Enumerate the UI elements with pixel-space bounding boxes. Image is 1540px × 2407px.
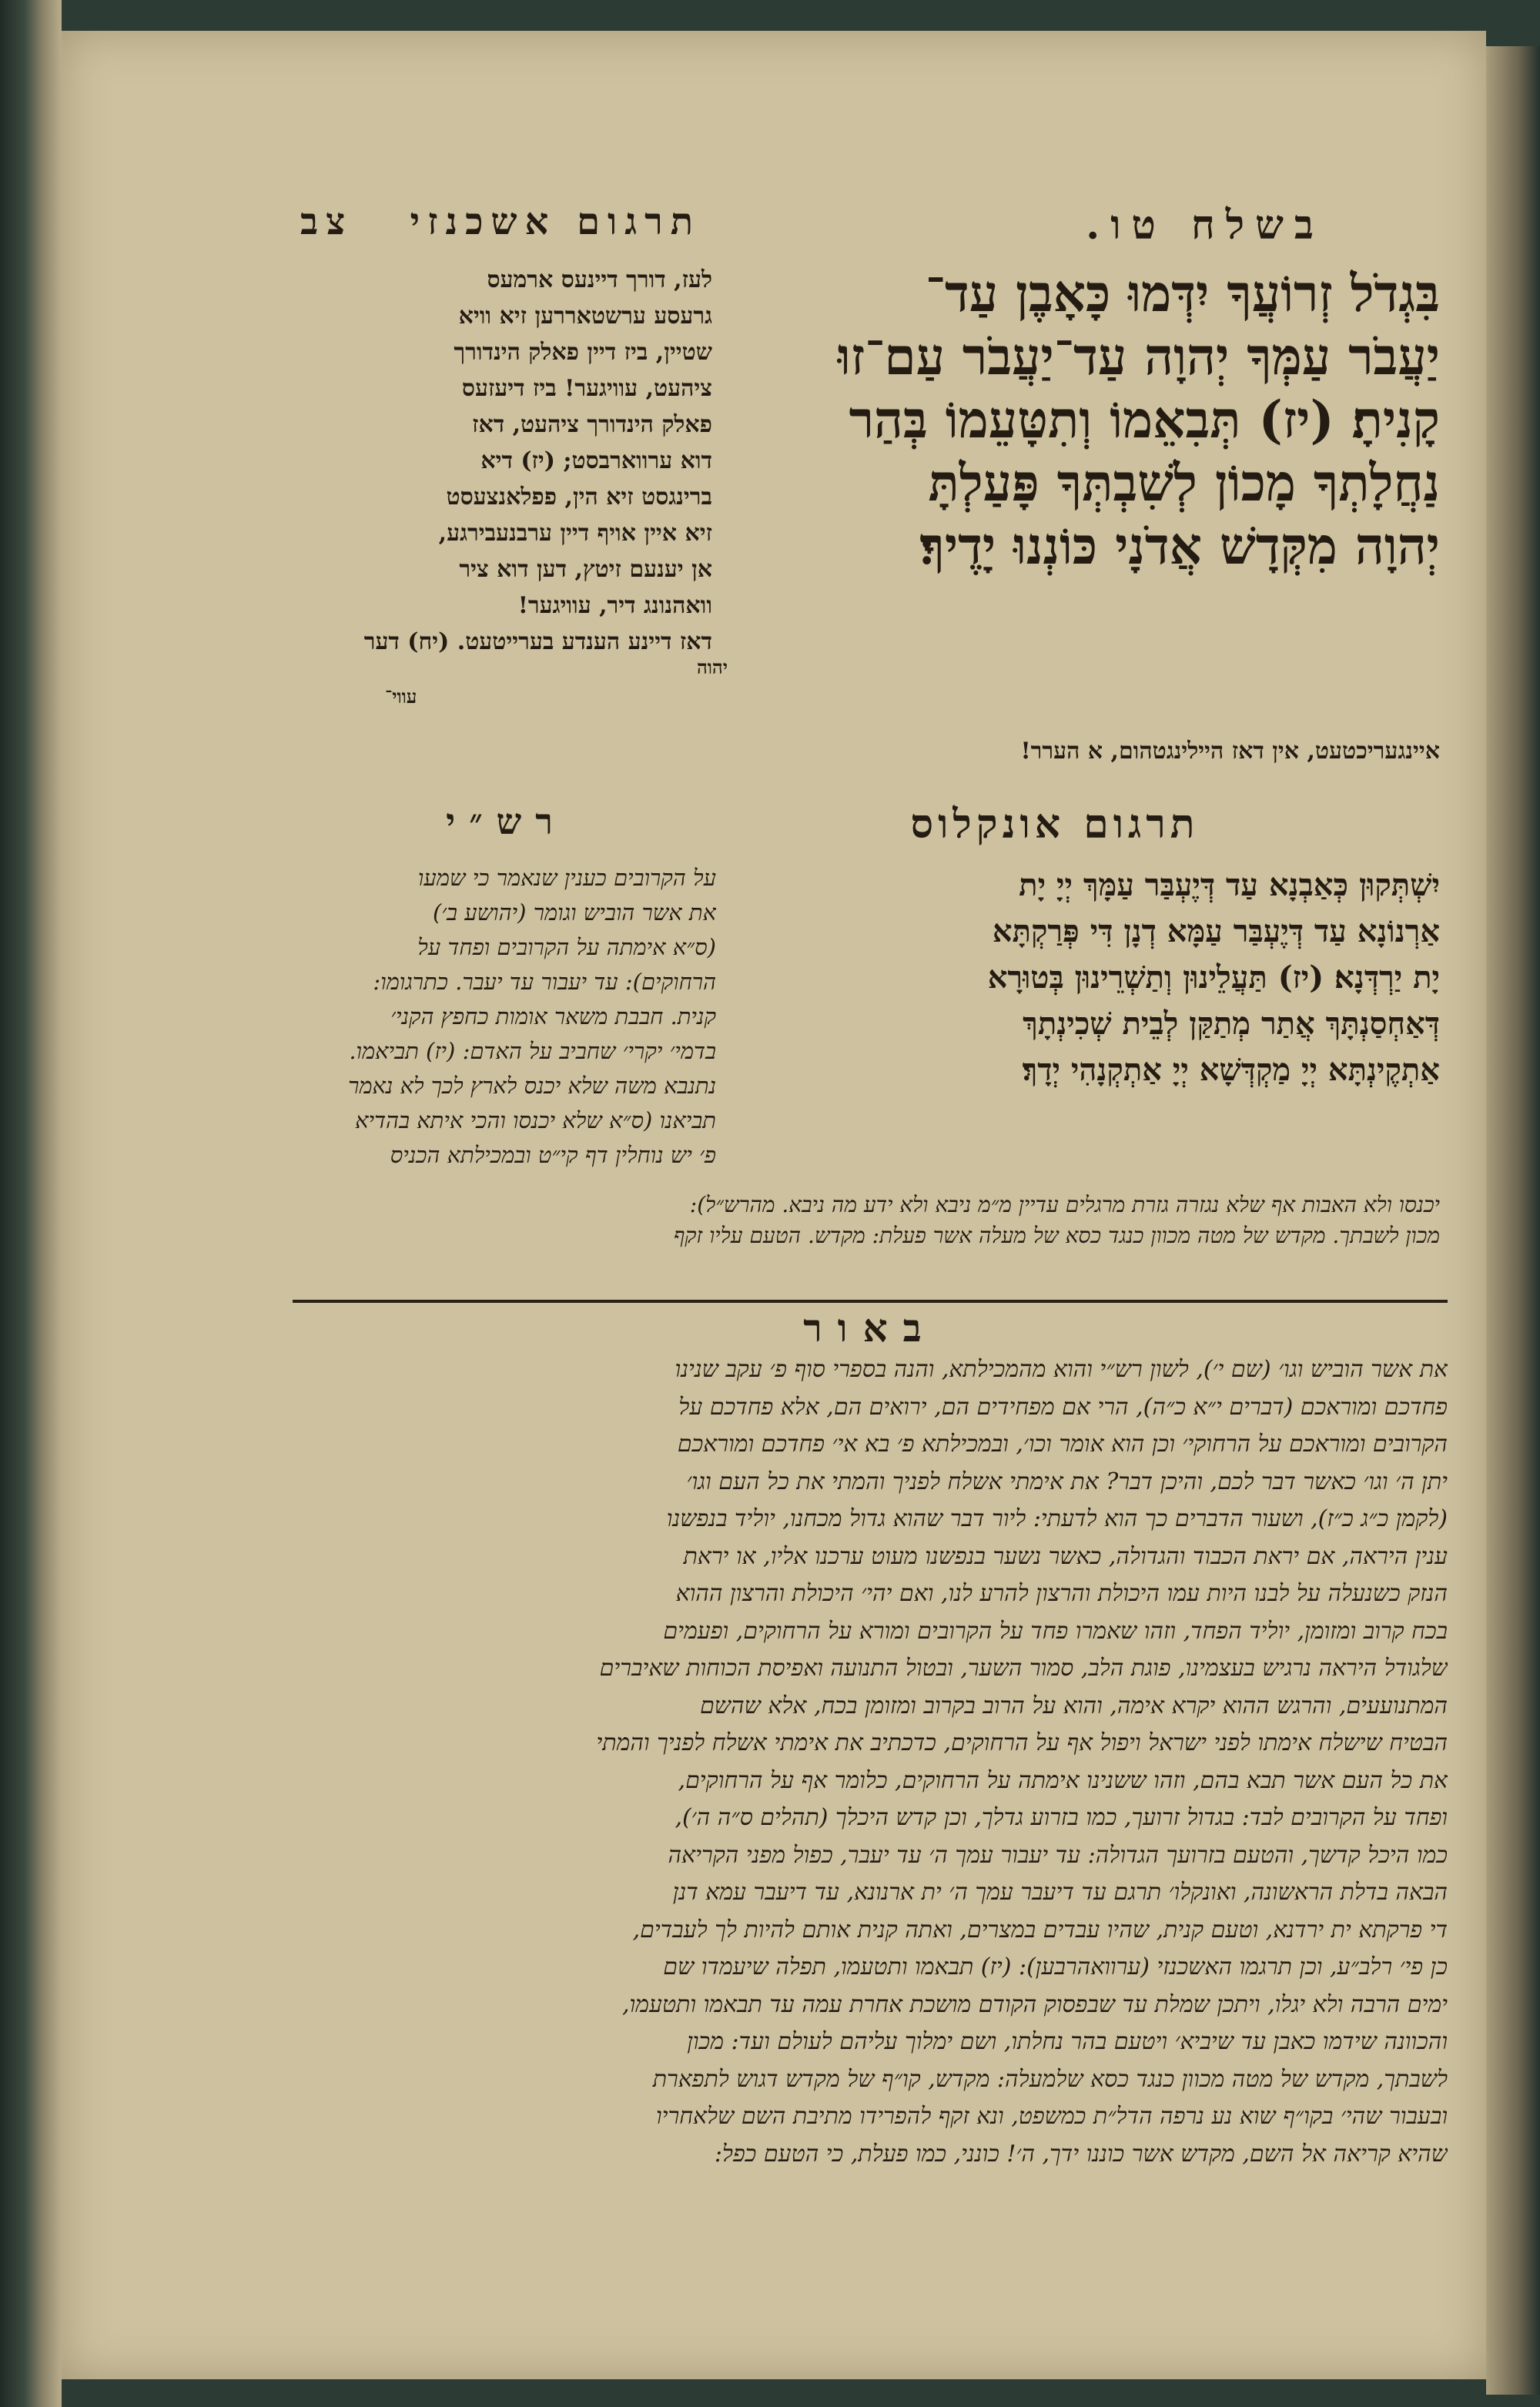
book-page-edge-left [0,0,62,2407]
biur-line: לשבתך, מקדש של מטה מכוון כנגד כסא שלמעלה: מקדש, קו״ף של מקדש דגוש לתפארת [652,2065,1448,2093]
yiddish-continuation: איינגעריכטעט, אין דאז היילינגטהום, א הערר! [1020,738,1440,765]
biur-line: שלגודל היראה נרגיש בעצמינו, פוגת הלב, סמור השער, ובטול התנועה ואפיסת הכוחות שאיברים [599,1655,1448,1682]
yiddish-line: זיא איין אויף דיין ערבנעבירגע, [438,520,712,547]
rashi-footer-line: מכון לשבתך. מקדש של מטה מכוון כנגד כסא של מעלה אשר פעלת: מקדש. הטעם עליו זקף [673,1223,1440,1248]
main-torah-text [647,262,1440,577]
divine-name-note: יהוה [696,656,728,678]
rashi-line: קנית. חבבת משאר אומות כחפץ הקני׳ [390,1003,716,1029]
biur-line: פחדכם ומוראכם (דברים י״א כ״ה), הרי אם מפחידים הם, ירואים הם, אלא פחדכם על [678,1393,1448,1421]
onkelos-line: יִשְׁתְּקוּן כְּאַבְנָא עַד דְּיֶעְבַּר עַמָּךְ יְיָ יָת [1019,867,1440,903]
torah-line: בִּגְדֹל זְרוֹעֲךָ יִדְּמוּ כָּאָבֶן עַד־ [925,263,1440,323]
torah-line: קָנִיתָ׃ (יז) תְּבִאֵמוֹ וְתִטָּעֵמוֹ בְּהַר [849,390,1440,450]
yiddish-line: פאלק הינדורך ציהעט, דאז [472,411,712,438]
yiddish-line: גרעסע ערשטאררען זיא וויא [458,303,712,330]
yiddish-line: דאז דיינע הענדע בערייטעט. (יח) דער [363,628,712,655]
rashi-line: הרחוקים): עד יעבור עד יעבר. כתרגומו: [373,969,716,995]
yiddish-line: לעז, דורך דיינעס ארמעס [487,266,712,293]
rashi-footer-line: יכנסו ולא האבות אף שלא נגזרה גזרת מרגלים עדיין מ״מ ניבא ולא ידע מה ניבא. מהרש״ל): [689,1192,1440,1217]
biur-line: כן פי׳ רלב״ע, וכן תרגמו האשכנזי (ערוואהרבען): (יז) תבאמו ותטעמו, תפלה שיעמדו שם [663,1953,1448,1980]
biur-line: הנזק כשנעלה על לבנו היות עמו היכולת והרצון להרע לנו, ואם יהי׳ היכולת והרצון ההוא [675,1580,1448,1607]
rashi-text [300,861,716,1173]
biur-line: את אשר הוביש וגו׳ (שם י׳), לשון רש״י והוא מהמכילתא, והנה בספרי סוף פ׳ עקב שנינו [675,1356,1448,1383]
targum-ashkenazi-title [300,200,701,243]
yiddish-line: ציהעט, עוויגער! ביז דיעזעס [461,375,712,402]
biur-line: בכח קרוב ומזומן, יוליד הפחד, וזהו שאמרו פחד על הקרובים ומורא על הרחוקים, ופעמים [663,1617,1448,1645]
biur-title: באור [803,1305,937,1351]
targum-ashkenazi-column [300,262,712,660]
biur-text [293,1351,1448,2173]
torah-line: נַחֲלָתְךָ מָכוֹן לְשִׁבְתְּךָ פָּעַלְתָּ [928,453,1440,513]
page-number: צב [300,200,353,243]
biur-line: (לקמן כ״ג כ״ז), ושעור הדברים כך הוא לדעתי: ליור דבר שהוא גדול מכחנו, יוליד בנפשנו [666,1505,1448,1532]
onkelos-title: תרגום אונקלוס [910,801,1200,848]
onkelos-line: יָת יַרְדְּנָא׃ (יז) תַּעֲלֵינוּן וְתַשְׁרֵינוּן בְּטוּרָא [987,959,1440,996]
parsha-header: בשלח טו. [1086,202,1324,249]
rashi-line: (ס״א אימתה על הקרובים ופחד על [417,934,716,960]
yiddish-line: ברינגסט זיא הין, פפלאנצעסט [446,484,712,511]
onkelos-line: אַרְנוֹנָא עַד דְּיֶעְבַּר עַמָּא דְנָן דִּי פְּרַקְתָּא [992,913,1440,949]
rashi-line: על הקרובים כענין שנאמר כי שמעו [417,865,716,891]
rashi-title: רש״י [446,801,567,842]
rashi-line: פ׳ יש נוחלין דף קי״ט ובמכילתא הכניס [390,1142,716,1168]
biur-line: הבאה בדלת הראשונה, ואונקלו׳ תרגם עד דיעבר עמך ה׳ ית ארנונא, עד דיעבר עמא דנן [672,1879,1448,1906]
onkelos-line: אַתְקֶינְתָּא יְיָ מַקְדְּשָׁא יְיָ אַתְקְנָהִי יְדָךְ׃ [1022,1052,1440,1088]
biur-line: די פרקתא ית ירדנא, וטעם קנית, שהיו עבדים במצרים, ואתה קנית אותם להיות לך לעבדים, [632,1916,1448,1943]
biur-line: שהיא קריאה אל השם, מקדש אשר כוננו ידך, ה׳! כונני, כמו פעלת, כי הטעם כפל: [714,2140,1448,2168]
biur-line: ובעבור שהי׳ בקו״ף שוא נע נרפה הדל״ת כמשפט, ונא זקף להפרידו מתיבת השם שלאחריו [655,2103,1448,2130]
rashi-line: את אשר הוביש וגומר (יהושע ב׳) [433,899,716,926]
onkelos-line: דְּאַחְסַנְתָּךְ אֲתַר מְתַקַּן לְבֵית שְׁכִינְתָךְ [1023,1006,1440,1042]
rashi-line: תביאנו (ס״א שלא יכנסו והכי איתא בהדיא [355,1107,716,1133]
biur-line: יתן ה׳ וגו׳ כאשר דבר לכם, והיכן דבר? את אימתי אשלח לפניך והמתי את כל העם וגו׳ [686,1468,1448,1495]
rashi-footer [300,1190,1440,1251]
torah-line: יְהוָה מִקְּדָשׁ אֲדֹנָי כּוֹנְנוּ יָדֶיךָ׃ [919,516,1440,576]
yiddish-line: אן יענעם זיטץ, דען דוא ציר [459,556,712,583]
biur-line: הבטיח שישלח אימתו לפני ישראל ויפול אף על הרחוקים, כדכתיב את אימתי אשלח לפניך והמתי [596,1729,1448,1756]
rashi-line: בדמי׳ יקרי׳ שחביב על האדם: (יז) תביאמו. [349,1038,716,1064]
biur-line: ימים הרבה ולא יגלו, ויתכן שמלת עד שבפסוק הקודם מושכת אחרת עמה עד תבאמו ותטעמו, [621,1990,1448,2018]
biur-line: ופחד על הקרובים לבד: בגדול זרועך, כמו בזרוע גדלך, וכן קדש היכלך (תהלים ס״ה ה׳), [675,1804,1448,1831]
biur-line: כמו היכל קדשך, והטעם בזרועך הגדולה: עד יעבור עמך ה׳ עד יעבר, כפול מפני הקריאה [668,1841,1448,1869]
yiddish-line: שטיין, ביז דיין פאלק הינדורך [454,339,712,366]
section-divider [293,1300,1448,1303]
yiddish-tail: עווי־ [385,685,417,708]
biur-line: את כל העם אשר תבא בהם, וזהו ששנינו אימתה על הרחוקים, כלומר אף על הרחוקים, [678,1766,1448,1794]
book-page [62,31,1486,2379]
biur-line: הקרובים ומוראכם על הרחוקי׳ וכן הוא אומר וכו׳, ובמכילתא פ׳ בא אי׳ פחדכם ומוראכם [677,1431,1448,1458]
targum-ashkenazi-heading: תרגום אשכנזי [410,200,701,243]
torah-line: יַעֲבֹר עַמְּךָ יְהוָה עַד־יַעֲבֹר עַם־זוּ [837,326,1440,387]
yiddish-line: וואהנונג דיר, עוויגער! [517,592,712,619]
onkelos-text [662,862,1440,1093]
biur-line: ענין היראה, אם יראת הכבוד והגדולה, כאשר נשער בנפשנו מעוט ערכנו אליו, או יראת [683,1542,1448,1570]
yiddish-line: דוא ערווארבסט; (יז) דיא [480,447,712,474]
book-page-edge-right [1486,46,1540,2395]
biur-line: המתנועעים, והרגש ההוא יקרא אימה, והוא על הרוב בקרוב ומזומן בכח, אלא שהשם [700,1692,1448,1719]
rashi-line: נתנבא משה שלא יכנס לארץ לכך לא נאמר [348,1073,716,1099]
biur-line: והכוונה שידמו כאבן עד שיביא׳ ויטעם בהר נחלתו, ושם ימלוך עליהם לעולם ועד: מכון [687,2028,1448,2055]
